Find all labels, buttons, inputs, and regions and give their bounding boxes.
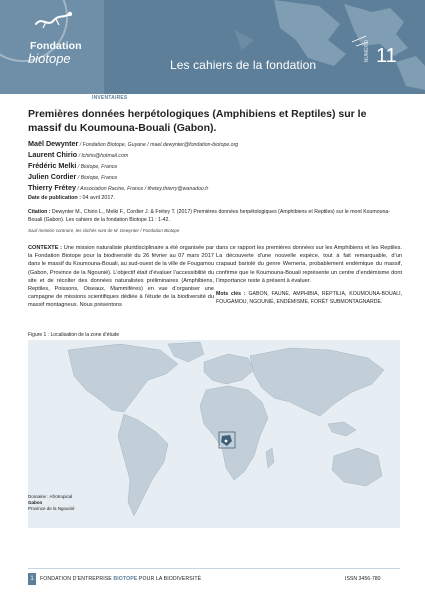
author-line [28, 150, 398, 161]
citation-label: Citation : [28, 209, 51, 215]
author-affiliation: / Fondation Biotope, Guyane / mael.dewynter@fondation-biotope.org [78, 142, 239, 148]
footer-publisher [40, 576, 201, 582]
context-text-right: dans ce rapport les premières données sur les Amphibiens et les Reptiles. La découverte d’une nouvelle espèce, tout à fait remarquable, d’un crapaud bariolé du genre Werneria, probablement endémique du massif, confirme que le Koumouna-Bouali représente un centre d’endémisme dont l’importance reste à présent à évaluer. [216, 245, 402, 284]
author-name: Thierry Frétey [28, 183, 76, 192]
keywords-text: GABON, FAUNE, AMPHIBIA, REPTILIA, KOUMOUNA-BOUALI, FOUGAMOU, NGOUNIÉ, ENDÉMISME, FORÊT SUBMONTAGNARDE. [216, 291, 402, 305]
figure-caption: Figure 1 : Localisation de la zone d’étude [28, 332, 120, 338]
author-affiliation: / Biotope, France [76, 175, 118, 181]
author-line [28, 139, 398, 150]
logo-text-biotope: biotope [28, 51, 71, 66]
map-legend [28, 494, 86, 512]
keywords-label: Mots clés : [216, 291, 246, 298]
study-site-marker [225, 440, 228, 443]
greenland [168, 342, 204, 362]
page-header [0, 0, 425, 102]
series-title: Les cahiers de la fondation [170, 58, 317, 72]
author-name: Frédéric Melki [28, 161, 77, 170]
continent-south-america [118, 414, 168, 516]
author-name: Julien Cordier [28, 172, 77, 181]
issue-number: 11 [376, 45, 397, 67]
publication-date-value: 04 avril 2017. [81, 195, 115, 201]
continent-asia [250, 348, 384, 416]
author-name: Laurent Chirio [28, 150, 78, 159]
section-label: INVENTAIRES [92, 95, 128, 101]
continent-north-america [68, 344, 178, 412]
southeast-asia-islands [328, 422, 356, 436]
logo-text-fondation: Fondation [30, 40, 82, 52]
fondation-logo [0, 0, 104, 94]
legend-country: Gabon [28, 500, 43, 505]
continent-europe [204, 354, 254, 384]
citation-text: Dewynter M., Chirio L., Melki F., Cordier J. & Frétey T. (2017) Premières données herpétologiques (Amphibiens et Reptiles) sur le mont Koumouna-Bouali (Gabon). Les cahiers de la fondation Biotope 11 : 1-42. [28, 209, 391, 223]
series-banner [104, 0, 425, 94]
issn: ISSN 3456-780 [345, 576, 381, 582]
madagascar [266, 448, 274, 468]
legend-province: Province de la Ngounié [28, 506, 75, 511]
continent-australia [332, 448, 382, 486]
legend-domain: Domaine : Afrotropical [28, 494, 73, 499]
issue-number-label: NUMÉRO [364, 40, 370, 63]
lizard-icon [34, 10, 74, 32]
body-column-right [216, 244, 402, 306]
footer-suffix: POUR LA BIODIVERSITÉ [137, 576, 202, 582]
continent-africa [200, 386, 268, 480]
author-line [28, 183, 398, 194]
keywords [216, 291, 402, 306]
citation [28, 208, 400, 224]
footer-divider [28, 568, 400, 569]
author-affiliation: / lchirio@hotmail.com [77, 153, 129, 159]
context-text-left: Une mission naturaliste pluridisciplinaire a été organisée par la Fondation Biotope pour la biodiversité du 26 février au 07 mars 2017 dans le massif du Koumouna-Bouali, au sud-ouest de la ville de Fougamou (Gabon, Province de la Ngounié). L’objectif était d’évaluer l’accessibilité du site et de récolter des données naturalistes préliminaires (Amphibiens, Reptiles, Poissons, Oiseaux, Mammifères) en vue d’organiser une campagne de missions scientifiques dédiée à l’étude de la biodiversité du massif montagneux. Nous présentons [28, 245, 214, 309]
photo-credit-note: Sauf mention contraire, les clichés sont de M. Dewynter / Fondation Biotope [28, 228, 180, 233]
author-affiliation: / Biotope, France [76, 164, 118, 170]
author-line [28, 161, 398, 172]
publication-date-label: Date de publication : [28, 195, 82, 201]
article-title: Premières données herpétologiques (Amphibiens et Reptiles) sur le massif du Koumouna-Bouali (Gabon). [28, 108, 367, 134]
author-list [28, 139, 398, 194]
body-column-left [28, 244, 214, 310]
author-affiliation: / Association Racine, France / tfretey.thierry@wanadoo.fr [75, 186, 209, 192]
author-line [28, 172, 398, 183]
author-name: Maël Dewynter [28, 139, 79, 148]
page-number: 1 [28, 573, 36, 585]
footer-prefix: FONDATION D’ENTREPRISE [40, 576, 114, 582]
footer-brand: BIOTOPE [113, 576, 138, 582]
context-label: CONTEXTE : [28, 245, 63, 251]
publication-date [28, 195, 115, 201]
